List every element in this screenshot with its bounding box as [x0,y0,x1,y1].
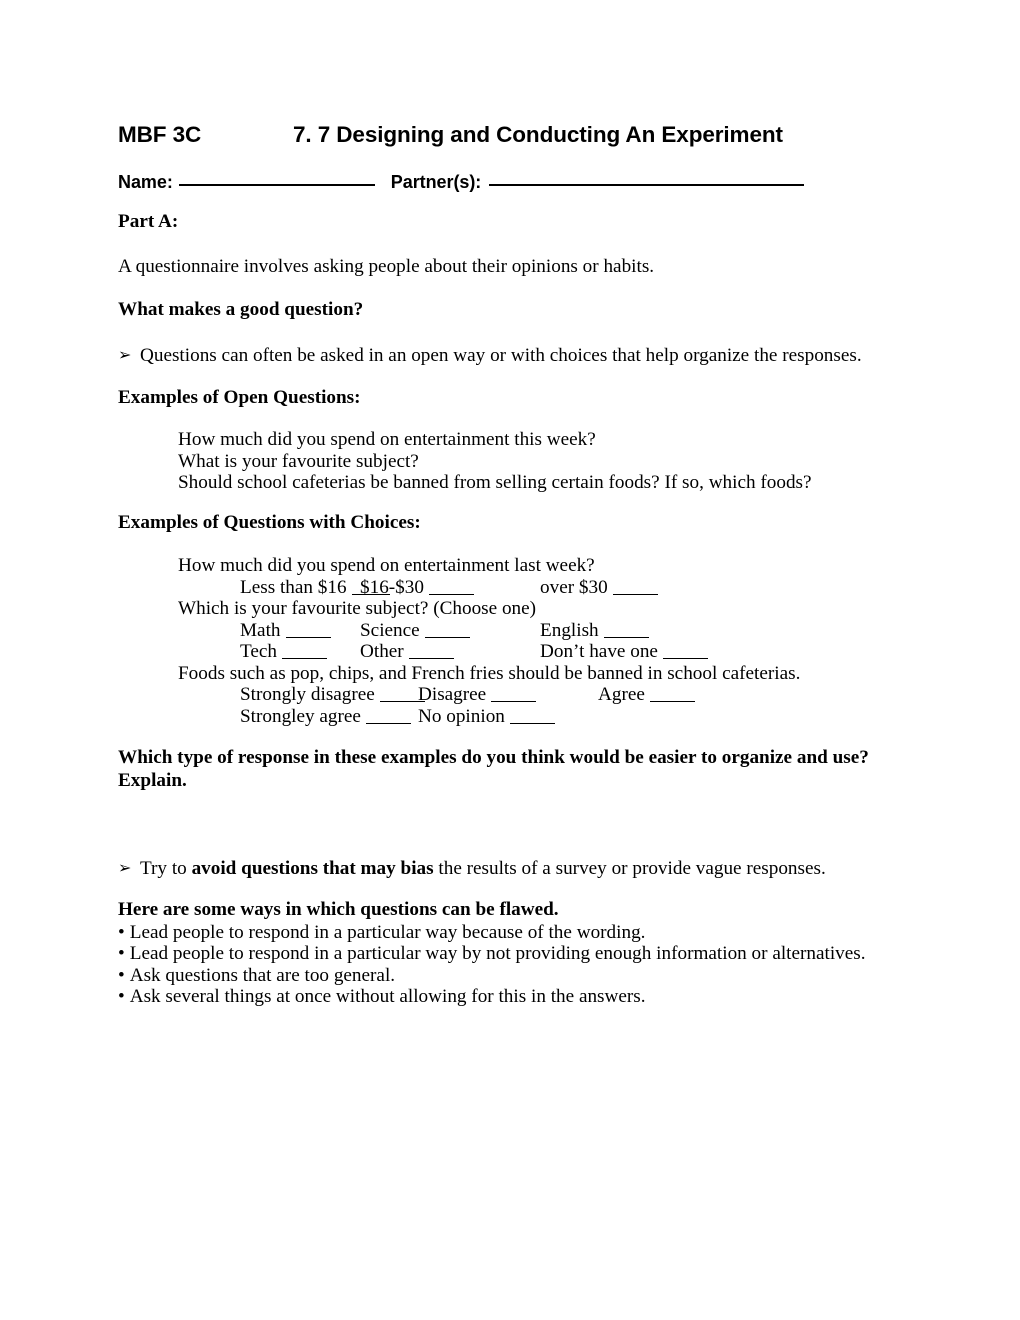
choice-blank[interactable] [286,623,331,638]
choice-option-label: $16-$30 [360,576,424,598]
choice-option[interactable] [540,577,760,599]
choice-question-2-options-row2 [178,641,760,663]
choice-questions-heading: Examples of Questions with Choices: [118,512,421,533]
choice-option-label: Tech [240,641,278,662]
choice-question-1: How much did you spend on entertainment last week? [178,555,595,576]
arrow-bullet-icon: ➢ [118,345,132,364]
choice-option-label: Strongly disagree [240,684,375,705]
choice-option-label: No opinion [418,705,505,727]
list-item-text: Ask questions that are too general. [129,964,396,986]
choice-option[interactable] [598,684,818,706]
open-question-item: Should school cafeterias be banned from selling certain foods? If so, which foods? [178,472,812,493]
name-partner-row [118,172,804,193]
choice-question-2: Which is your favourite subject? (Choose one) [178,598,537,619]
reflection-prompt [118,746,869,792]
choice-option-label: Other [360,641,404,662]
choice-blank[interactable] [663,644,708,659]
list-item [118,965,866,987]
name-label: Name: [118,172,173,192]
partner-label: Partner(s): [390,172,482,192]
choice-option[interactable] [540,620,760,642]
choice-option-label: Strongley agree [240,705,361,727]
choice-blank[interactable] [409,644,454,659]
choice-question-3-options-row2 [178,706,598,728]
bias-bullet-bold: avoid questions that may bias [191,858,434,879]
choice-blank[interactable] [510,709,555,724]
list-item-text: Ask several things at once without allowing for this in the answers. [129,986,646,1007]
choice-option[interactable] [178,684,418,706]
flawed-items-list [118,922,866,1008]
choice-option-label: Don’t have one [540,641,658,662]
dot-bullet-icon: • [118,943,125,964]
choice-option[interactable] [178,620,360,642]
choice-option-label: Disagree [418,684,487,705]
bias-bullet-pre: Try to [140,858,192,879]
choice-blank[interactable] [491,687,536,702]
choice-question-1-options [178,577,760,599]
course-code: MBF 3C [118,122,202,147]
lesson-title: 7. 7 Designing and Conducting An Experiment [293,122,783,147]
choice-option-label: English [540,619,599,641]
name-blank-field[interactable] [179,184,375,186]
choice-blank[interactable] [604,623,649,638]
open-way-bullet-text: Questions can often be asked in an open way or with choices that help organize the responses. [140,345,862,366]
choice-blank[interactable] [366,709,411,724]
document-title-row [118,122,783,148]
open-question-item: How much did you spend on entertainment this week? [178,429,596,450]
open-question-item: What is your favourite subject? [178,450,419,472]
arrow-bullet-icon: ➢ [118,858,132,877]
list-item-text: Lead people to respond in a particular way by not providing enough information or alternatives. [129,943,866,964]
choice-option[interactable] [178,641,360,663]
bias-bullet [118,858,826,880]
choice-question-3-options-row1 [178,684,818,706]
partner-blank-field[interactable] [489,184,804,186]
choice-question-3: Foods such as pop, chips, and French fries should be banned in school cafeterias. [178,662,801,684]
dot-bullet-icon: • [118,964,125,986]
choice-blank[interactable] [650,687,695,702]
choice-option[interactable] [360,620,540,642]
choice-option[interactable] [418,706,598,728]
choice-question-2-options-row1 [178,620,760,642]
dot-bullet-icon: • [118,921,125,943]
flawed-heading: Here are some ways in which questions can be flawed. [118,899,559,920]
choice-option-label: Agree [598,684,645,705]
choice-option[interactable] [178,706,418,728]
choice-option[interactable] [360,577,540,599]
choice-blank[interactable] [282,644,327,659]
list-item [118,922,866,944]
part-a-heading: Part A: [118,211,179,232]
choice-option[interactable] [540,641,760,663]
choice-blank[interactable] [425,623,470,638]
choice-blank[interactable] [429,580,474,595]
reflection-prompt-line: Explain. [118,770,187,791]
good-question-heading: What makes a good question? [118,299,364,320]
choice-option[interactable] [178,577,360,599]
intro-sentence: A questionnaire involves asking people about their opinions or habits. [118,256,655,277]
list-item [118,943,866,965]
list-item [118,986,866,1008]
choice-blank[interactable] [613,580,658,595]
open-way-bullet [118,345,862,367]
bias-bullet-post: the results of a survey or provide vague responses. [433,858,826,879]
choice-option-label: over $30 [540,576,608,598]
choice-option[interactable] [360,641,540,663]
choice-option-label: Less than $16 [240,576,347,598]
list-item-text: Lead people to respond in a particular way because of the wording. [129,921,646,943]
dot-bullet-icon: • [118,986,125,1007]
open-questions-heading: Examples of Open Questions: [118,387,361,408]
choice-option[interactable] [418,684,598,706]
choice-option-label: Math [240,619,281,641]
choice-option-label: Science [360,619,420,641]
reflection-prompt-line: Which type of response in these examples do you think would be easier to organize and use? [118,747,869,768]
